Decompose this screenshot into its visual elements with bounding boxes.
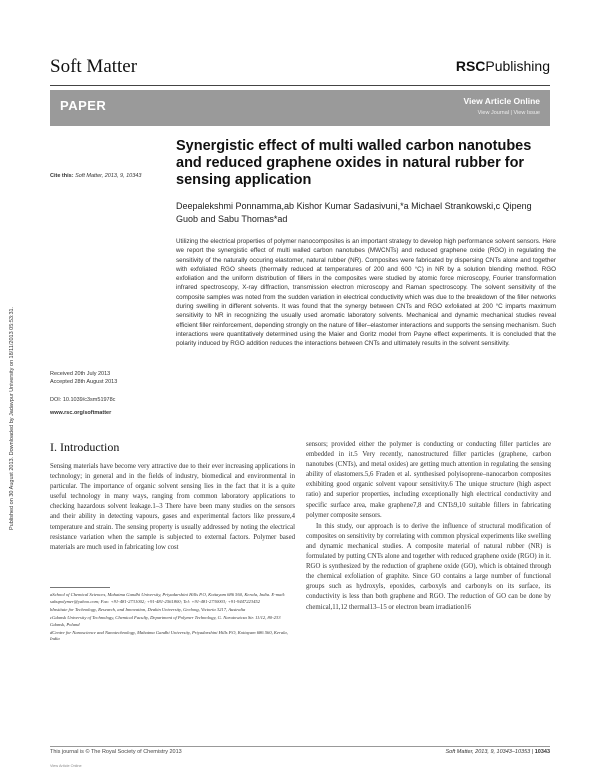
download-stamp-text: Published on 30 August 2013. Downloaded by Jadavpur University on 18/11/2013 05:53:31. [9,306,15,530]
intro-column-2 [306,440,551,613]
footer-cite-text: Soft Matter, 2013, 9, 10343–10353 | [445,749,534,755]
journal-url-link[interactable]: www.rsc.org/softmatter [50,410,112,416]
view-article-online-link[interactable]: View Article Online [463,96,540,106]
footnote-rule [50,587,110,588]
intro-column-1: Sensing materials have become very attractive due to their ever increasing applications in technology; in general and in the fields of industry, biomedical and environmental in particular. The importance of organic solvent sensing lies in the fact that it is a quite useful technology in many ways, ranging from common laboratory applications to checking hazardous solvent leakage.1–3 There have been many studies on the sensors and their ability in detecting vapours, gases and experimental factors like pressure,4 temperature and strain. The sensing property is usually addressed by noting the electrical resistance variation when the sample is subjected to external factors. Polymer based materials are much used in fabricating low cost [50,463,295,551]
footer-view-online[interactable]: View Article Online [50,764,82,768]
article-type-label: PAPER [60,98,107,113]
journal-name: Soft Matter [50,56,138,77]
publisher-logo [456,58,550,74]
citation [50,173,141,179]
footer-citation [446,749,551,755]
publisher-prefix: RSC [455,58,486,74]
doi-link[interactable]: DOI: 10.1039/c3sm51978c [50,397,116,403]
intro-paragraph-continued: sensors; provided either the polymer is conducting or conducting filler particles are embedded in it.5 Very recently, nanostructured filler particles (graphene, carbon nanotubes (CNTs), and metal oxides) are getting much attention in regulating the sensing ability of elastomers.5,6 Fraden et al. synthesised polyisoprene–nanocarbon composites exhibiting good organic solvent vapour sensitivity.6 The unique structure (high aspect ratio) and superior properties, including exceptionally high electrical conductivity and specific surface area, make graphene7,8 and CNTs9,10 suitable fillers in fabricating polymer composite sensors. [306,441,551,519]
article-dates [50,370,117,386]
download-stamp [6,190,18,530]
cite-text: Soft Matter, 2013, 9, 10343 [75,173,142,179]
affiliations-footnotes [50,592,295,644]
footer-copyright: This journal is © The Royal Society of Chemistry 2013 [50,749,182,755]
abstract: Utilizing the electrical properties of polymer nanocomposites is an important strategy to develop high performance solvent sensors. Here we report the synergistic effect of multi walled carbon nanotubes (MWCNTs) and reduced graphene oxide (RGO) in regulating the sensitivity of the naturally occuring elastomer, natural rubber (NR). Composites were fabricated by dispersing CNTs alone and together with exfoliated RGO sheets (thermally reduced at temperatures of 200 and 600 °C) in NR by a solution blending method. RGO exfoliation and the uniform distribution of fillers in the composites were studied by atomic force microscopy, Fourier transformation infrared spectroscopy, X-ray diffraction, transmission electron microscopy and Raman spectroscopy. The solvent sensitivity of the composite samples was noted from the sudden variation in electrical conductivity which was due to the breakdown of the filler networks during swelling in different solvents. It was found that the synergy between CNTs and RGO exfoliated at 200 °C imparts maximum sensitivity to NR in recognizing the usually used aromatic laboratory solvents. Mechanical and dynamic mechanical studies reveal efficient filler reinforcement, depending strongly on the nature of filler–elastomer interactions and supports the sensing mechanism. Such interactions were quantitatively determined using the Maier and Goritz model from Payne effect experiments. It is concluded that the polarity induced by RGO addition reduces the interactions between CNTs and ultimately results in the solvent sensitivity. [176,238,557,348]
footnote-b: bInstitute for Technology, Research, and Innovation, Deakin University, Geelong, Victoria 3217, Australia [50,606,246,612]
footer-rule [50,746,550,747]
author-list: Deepalekshmi Ponnamma,ab Kishor Kumar Sadasivuni,*a Michael Strankowski,c Qipeng Guob and Sabu Thomas*ad [176,201,532,224]
footnote-c: cGdansk University of Technology, Chemical Faculty, Department of Polymer Technology, G. Narutowicza Str. 11/12, 80-233 Gdansk, Poland [50,614,281,627]
received-date: Received 20th July 2013 [50,371,111,377]
publisher-suffix: Publishing [485,58,550,74]
section-heading-introduction: I. Introduction [50,440,120,454]
intro-paragraph-2: In this study, our approach is to derive the influence of structural modification of composites on sensitivity by correlating with common physical experiments like swelling and dynamic mechanical studies. A composite material of natural rubber (NR) is formulated by putting CNTs alone and together with reduced graphene oxide (RGO) in it. RGO is synthesized by the reduction of graphene oxide (GO), which is obtained through the chemical exfoliation of graphite. Since GO contains a large number of functional groups such as hydroxyls, epoxides, carboxyls and carbonyls on its surface, its conductivity is less than both graphene and RGO. The reduction of GO can be done by chemical,11,12 thermal13–15 or electron beam irradiation16 [306,522,551,611]
accepted-date: Accepted 28th August 2013 [50,379,118,385]
page-number: 10343 [534,749,550,755]
cite-label: Cite this: [50,173,74,179]
article-title: Synergistic effect of multi walled carbon nanotubes and reduced graphene oxides in natural rubber for sensing application [176,138,532,188]
footnote-d: dCentre for Nanoscience and Nanotechnology, Mahatma Gandhi University, Priyadarshini Hills P.O, Kottayam 686 560, Kerala, India [50,629,288,642]
footnote-a: aSchool of Chemical Sciences, Mahatma Gandhi University, Priyadarshini Hills P.O, Kottayam 686 560, Kerala, India. E-mail: sabupolymer@yahoo.com; Fax: +91-481-2731002; +91-481-2561800; Tel: +91-481-2730003; +91-9447223452 [50,592,286,604]
header-rule [50,85,550,86]
view-journal-issue-links[interactable]: View Journal | View Issue [477,110,540,116]
